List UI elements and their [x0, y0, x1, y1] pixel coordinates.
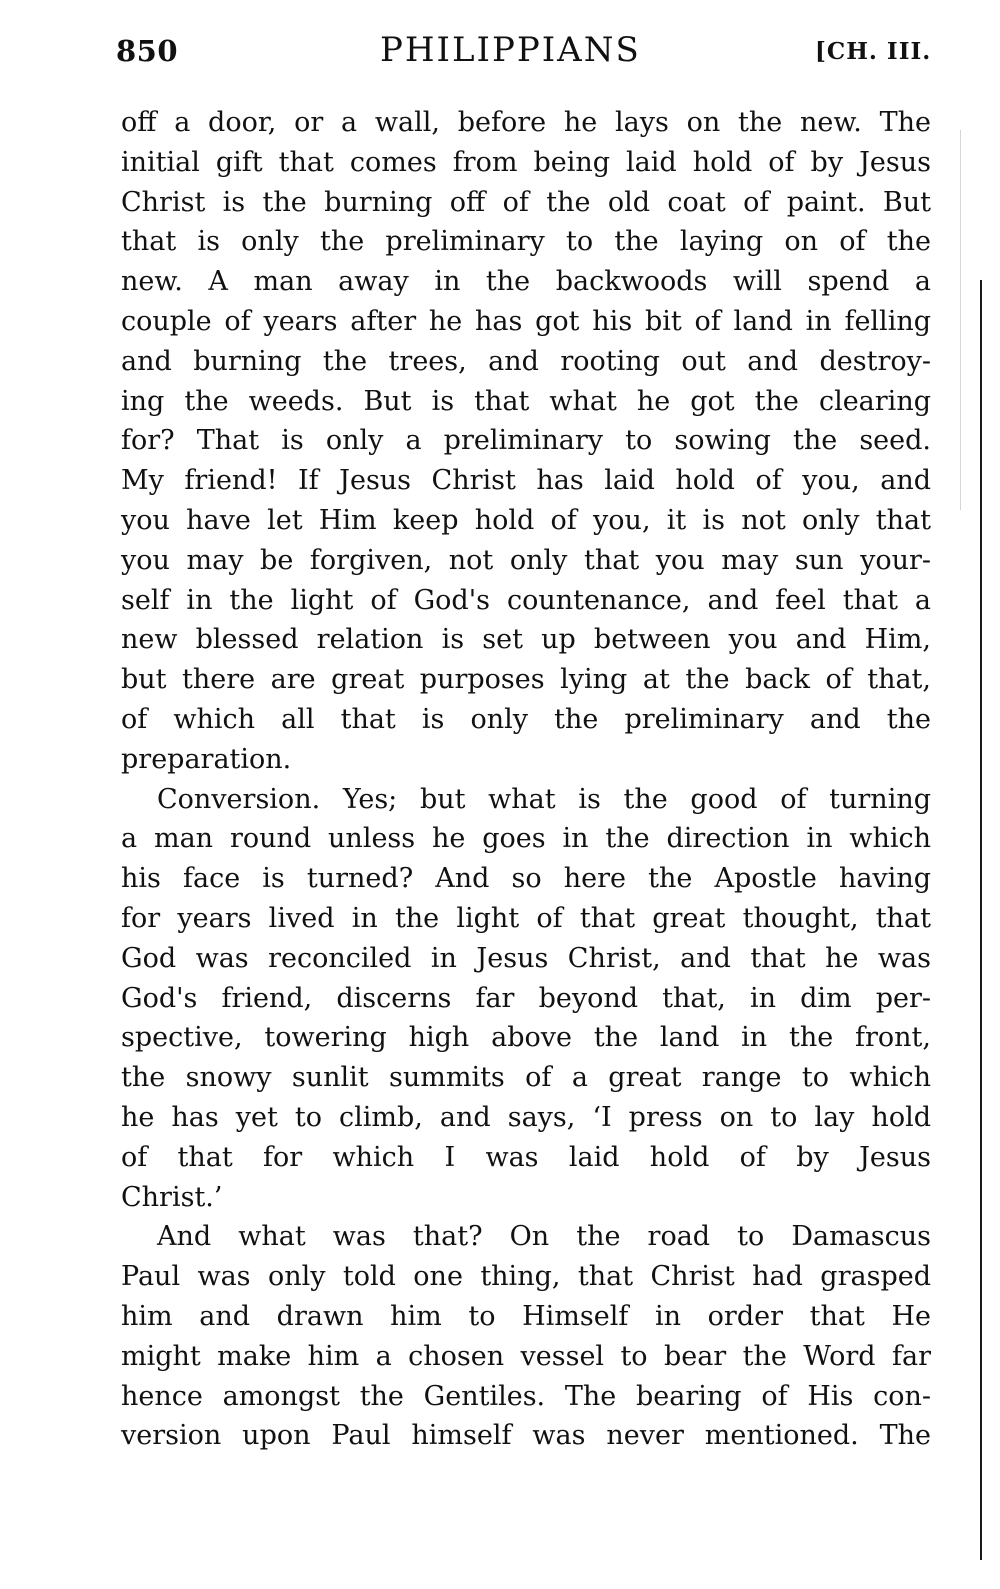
text-line: initial gift that comes from being laid hold of by Jesus	[121, 146, 931, 178]
text-line: and burning the trees, and rooting out and destroy-	[121, 345, 931, 377]
text-line: that is only the preliminary to the laying on of the	[121, 226, 931, 258]
text-line: for years lived in the light of that great thought, that	[121, 902, 931, 934]
text-line: but there are great purposes lying at the back of that,	[121, 664, 931, 696]
text-line: self in the light of God's countenance, and feel that a	[121, 584, 931, 616]
text-line: version upon Paul himself was never mentioned. The	[121, 1420, 931, 1452]
text-line: might make him a chosen vessel to bear the Word far	[121, 1340, 931, 1372]
text-line: And what was that? On the road to Damascus	[157, 1221, 931, 1253]
text-line: off a door, or a wall, before he lays on the new. The	[121, 107, 931, 138]
text-line: spective, towering high above the land in the front,	[121, 1022, 931, 1054]
text-line: a man round unless he goes in the direction in which	[121, 823, 931, 855]
text-line: ing the weeds. But is that what he got the clearing	[121, 385, 931, 417]
running-title: PHILIPPIANS	[380, 30, 641, 70]
body-text	[121, 103, 931, 1456]
text-line: the snowy sunlit summits of a great range to which	[121, 1062, 931, 1094]
text-line: Conversion. Yes; but what is the good of turning	[157, 783, 931, 815]
text-line: preparation.	[121, 743, 292, 775]
text-line: Christ.’	[121, 1181, 223, 1213]
text-line: My friend! If Jesus Christ has laid hold of you, and	[121, 465, 931, 497]
text-line: for? That is only a preliminary to sowing the seed.	[121, 425, 931, 457]
text-line: his face is turned? And so here the Apostle having	[121, 863, 931, 895]
text-line: couple of years after he has got his bit of land in felling	[121, 305, 931, 337]
text-line: Christ is the burning off of the old coat of paint. But	[121, 186, 931, 218]
text-line: new blessed relation is set up between you and Him,	[121, 624, 931, 656]
page-edge-line	[980, 280, 982, 1560]
text-line: of that for which I was laid hold of by Jesus	[121, 1141, 931, 1173]
text-line: you have let Him keep hold of you, it is not only that	[121, 504, 931, 536]
text-line: him and drawn him to Himself in order that He	[121, 1300, 931, 1332]
text-line: new. A man away in the backwoods will spend a	[121, 266, 931, 298]
text-line: of which all that is only the preliminary and the	[121, 703, 931, 735]
page-number: 850	[116, 34, 179, 68]
text-line: God's friend, discerns far beyond that, in dim per-	[121, 982, 931, 1014]
text-line: Paul was only told one thing, that Christ had grasped	[121, 1261, 931, 1293]
text-line: you may be forgiven, not only that you may sun your-	[121, 544, 931, 576]
text-line: God was reconciled in Jesus Christ, and that he was	[121, 942, 931, 974]
text-line: he has yet to climb, and says, ‘I press on to lay hold	[121, 1101, 931, 1133]
text-line: hence amongst the Gentiles. The bearing of His con-	[121, 1380, 931, 1412]
faint-scan-line	[960, 130, 961, 510]
chapter-reference: [CH. III.	[815, 38, 932, 65]
